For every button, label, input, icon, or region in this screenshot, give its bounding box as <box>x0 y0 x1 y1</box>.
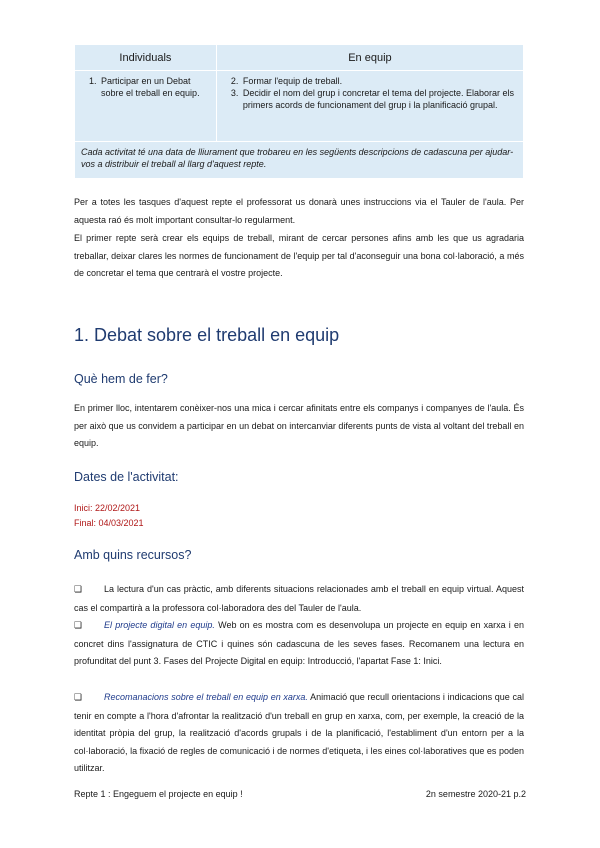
intro-paragraph-2: El primer repte serà crear els equips de treball, mirant de cercar persones afins amb les que us agradaria treballar, deixar clares les normes de funcionament de l'equip per tal d'aconseguir una bona col·laboració, a més de concretar el tema que centrarà el vostre projecte. <box>74 233 524 278</box>
resource-link[interactable]: El projecte digital en equip. <box>104 620 215 630</box>
column-header-individuals: Individuals <box>75 45 217 71</box>
end-date: Final: 04/03/2021 <box>74 518 144 528</box>
what-heading: Què hem de fer? <box>74 372 168 386</box>
intro-paragraph-1: Per a totes les tasques d'aquest repte el professorat us donarà unes instruccions via el Tauler de l'aula. Per aquesta raó és molt important consultar-lo regularment. <box>74 197 524 225</box>
activities-table <box>74 44 524 179</box>
task-item: 2. Formar l'equip de treball. <box>230 76 343 86</box>
column-header-team: En equip <box>216 45 523 71</box>
checkbox-bullet-icon: ❏ <box>74 621 83 631</box>
task-item: 1. Participar en un Debat sobre el treball en equip. <box>89 76 200 98</box>
resource-item: ❏ La lectura d'un cas pràctic, amb diferents situacions relacionades amb el treball en equip virtual. Aquest cas el compartirà a la professora col·laboradora des del Tauler de l'aula. <box>74 584 524 613</box>
start-date: Inici: 22/02/2021 <box>74 503 141 513</box>
resources-heading: Amb quins recursos? <box>74 548 192 562</box>
resource-link[interactable]: Recomanacions sobre el treball en equip en xarxa. <box>104 692 308 702</box>
team-tasks-cell <box>216 71 523 142</box>
what-paragraph: En primer lloc, intentarem conèixer-nos una mica i cercar afinitats entre els companys i companyes de l'aula. És per això que us convidem a participar en un debat on intercanviar diferents punts de vista al voltant del treball en equip. <box>74 403 524 448</box>
checkbox-bullet-icon: ❏ <box>74 693 83 703</box>
footer-left: Repte 1 : Engeguem el projecte en equip ! <box>74 789 243 799</box>
task-item: 3. Decidir el nom del grup i concretar el tema del projecte. Elaborar els primers acords de funcionament del grup i la planificació grupal. <box>230 88 514 110</box>
resource-item: ❏ Recomanacions sobre el treball en equip en xarxa. Animació que recull orientacions i indicacions que cal tenir en compte a l'hora d'afrontar la realització d'un treball en grup en xarxa, com, per exemple, la creació de la identitat pròpia del grup, la realització d'acords grupals i de la planificació, l'establiment d'un entorn per a la col·laboració, la fixació de regles de comunicació i de normes d'etiqueta, i les eines col·laboratives que es poden utilitzar. <box>74 692 524 773</box>
dates-heading: Dates de l'activitat: <box>74 470 179 484</box>
checkbox-bullet-icon: ❏ <box>74 585 83 595</box>
section-title: 1. Debat sobre el treball en equip <box>74 325 340 345</box>
resource-item: ❏ El projecte digital en equip. Web on es mostra com es desenvolupa un projecte en equip en xarxa i en concret dins l'assignatura de CTIC i quines són cadascuna de les seves fases. Recomanem una lectura en profunditat del punt 3. Fases del Projecte Digital en equip: Introducció, l'apartat Fase 1: Inici. <box>74 620 525 666</box>
footer-page: 2n semestre 2020-21 p.2 <box>425 789 526 799</box>
individual-tasks-cell <box>75 71 217 142</box>
table-note: Cada activitat té una data de lliurament que trobareu en les següents descripcions de cadascuna per ajudar-vos a distribuir el treball al llarg d'aquest repte. <box>75 142 524 179</box>
